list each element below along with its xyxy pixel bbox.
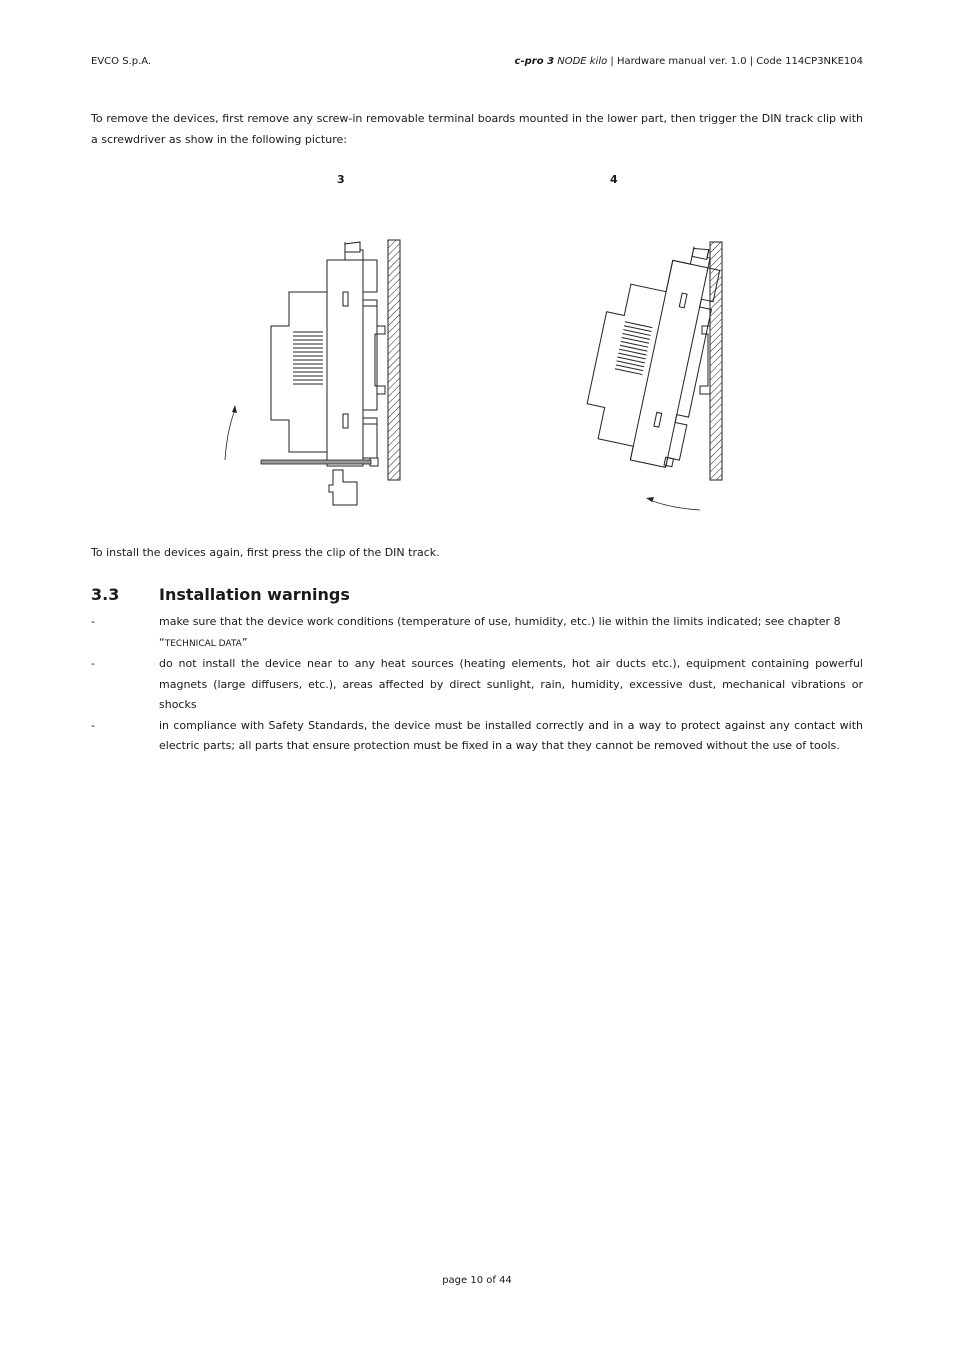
list-item-text: in compliance with Safety Standards, the device must be installed correctly and in a way to protect against any contact with electric parts; all parts that ensure protection must be fixed in a way that they cannot be removed without the use of tools. [159,718,863,752]
list-dash: - [91,615,95,628]
intro-paragraph: To remove the devices, first remove any screw-in removable terminal boards mounted in the lower part, then trigger the DIN track clip with a screwdriver as show in the following picture: [91,112,863,146]
list-item-quote-open: “ [159,635,165,649]
section-title: Installation warnings [159,585,350,604]
header-product-bold: c-pro 3 [514,56,555,67]
header-doc-details: | Hardware manual ver. 1.0 | Code 114CP3NKE104 [610,56,863,67]
list-dash: - [91,718,95,732]
list-item [91,612,863,654]
warnings-list [91,612,863,757]
figure-label-4: 4 [610,173,618,186]
header-company: EVCO S.p.A. [91,56,152,67]
after-figure-paragraph: To install the devices again, first press the clip of the DIN track. [91,546,440,559]
list-dash: - [91,657,95,670]
list-item [91,716,863,757]
list-item-quote-close: ” [241,635,248,649]
header-product-italic: NODE kilo [557,56,608,67]
page-number: page 10 of 44 [442,1275,512,1286]
list-item-text: make sure that the device work conditions (temperature of use, humidity, etc.) lie within the limits indicated; see chapter 8 [159,615,841,628]
header-doc-info [515,56,863,67]
din-removal-figure-4 [570,230,740,520]
list-item [91,654,863,716]
figure-label-3: 3 [337,173,345,186]
din-removal-figure-3 [215,230,415,515]
list-item-reference: TECHNICAL DATA [164,638,242,649]
list-item-text: do not install the device near to any heat sources (heating elements, hot air ducts etc.), equipment containing powerful magnets (large diffusers, etc.), areas affected by direct sunlight, rain, humidity, excessive dust, mechanical vibrations or shocks [159,657,863,711]
section-number: 3.3 [91,585,120,604]
